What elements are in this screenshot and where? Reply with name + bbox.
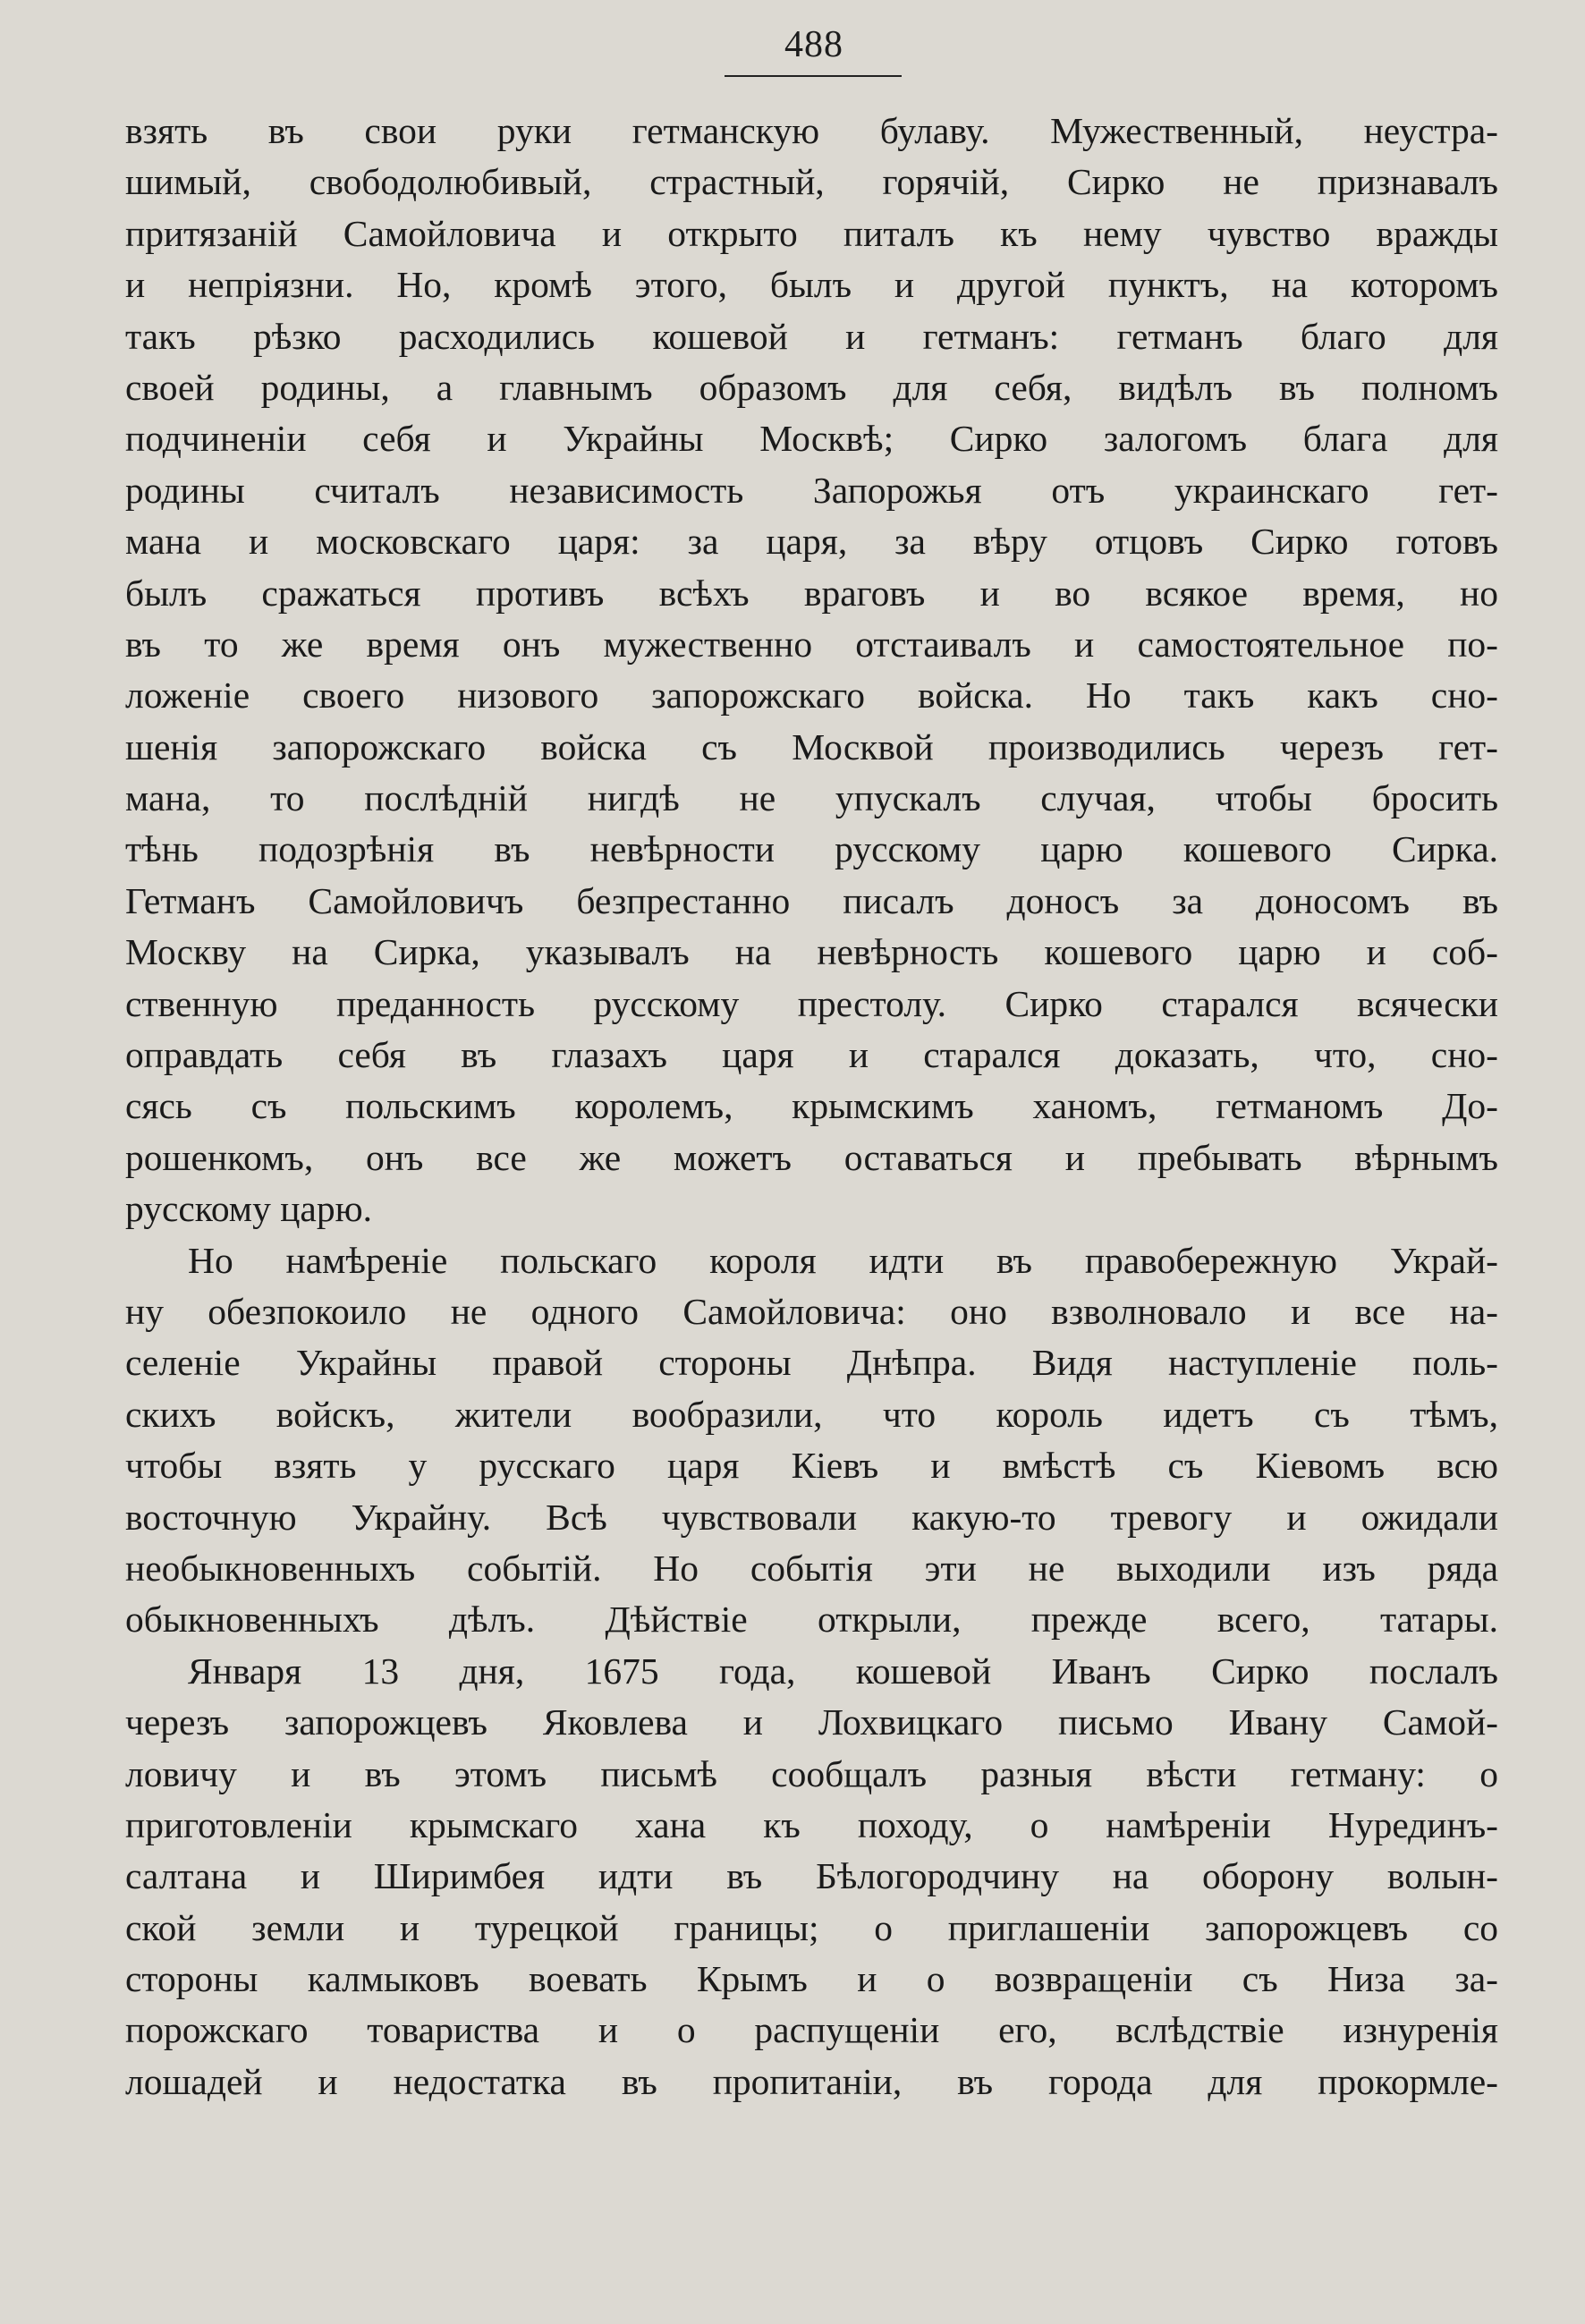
text-line: родины считалъ независимость Запорожья отъ украинскаго гет-: [125, 469, 1498, 511]
text-line: подчиненіи себя и Украйны Москвѣ; Сирко залогомъ блага для: [125, 418, 1498, 460]
text-line: скихъ войскъ, жители вообразили, что король идетъ съ тѣмъ,: [125, 1393, 1498, 1435]
text-line: тѣнь подозрѣнія въ невѣрности русскому царю кошевого Сирка.: [125, 828, 1498, 870]
text-line: былъ сражаться противъ всѣхъ враговъ и во всякое время, но: [125, 572, 1498, 614]
text-line: Января 13 дня, 1675 года, кошевой Иванъ Сирко послалъ: [188, 1650, 1498, 1692]
text-line: мана, то послѣдній нигдѣ не упускалъ случая, чтобы бросить: [125, 777, 1498, 819]
text-line: и непріязни. Но, кромѣ этого, былъ и другой пунктъ, на которомъ: [125, 264, 1498, 306]
text-line: взять въ свои руки гетманскую булаву. Мужественный, неустра-: [125, 110, 1498, 151]
text-line: притязаній Самойловича и открыто питалъ къ нему чувство вражды: [125, 212, 1498, 254]
page-number: 488: [784, 24, 843, 65]
text-line: обыкновенныхъ дѣлъ. Дѣйствіе открыли, прежде всего, татары.: [125, 1599, 1498, 1641]
text-line: Но намѣреніе польскаго короля идти въ правобережную Украй-: [188, 1239, 1498, 1281]
text-line: рошенкомъ, онъ все же можетъ оставаться и пребывать вѣрнымъ: [125, 1136, 1498, 1178]
text-line: сясь съ польскимъ королемъ, крымскимъ ханомъ, гетманомъ До-: [125, 1085, 1498, 1127]
text-line: черезъ запорожцевъ Яковлева и Лохвицкаго письмо Ивану Самой-: [125, 1701, 1498, 1743]
text-line: ственную преданность русскому престолу. Сирко старался всячески: [125, 982, 1498, 1024]
text-line: ловичу и въ этомъ письмѣ сообщалъ разныя вѣсти гетману: о: [125, 1752, 1498, 1794]
text-line: оправдать себя въ глазахъ царя и старался доказать, что, сно-: [125, 1034, 1498, 1076]
text-line: Москву на Сирка, указывалъ на невѣрность кошевого царю и соб-: [125, 931, 1498, 973]
page-number-rule: [725, 75, 902, 77]
text-line: стороны калмыковъ воевать Крымъ и о возвращеніи съ Низа за-: [125, 1958, 1498, 2000]
text-line: лошадей и недостатка въ пропитаніи, въ города для прокормле-: [125, 2060, 1498, 2102]
text-line: Гетманъ Самойловичъ безпрестанно писалъ доносъ за доносомъ въ: [125, 879, 1498, 921]
text-line: восточную Украйну. Всѣ чувствовали какую-то тревогу и ожидали: [125, 1496, 1498, 1538]
text-line: порожскаго товариства и о распущеніи его, вслѣдствіе изнуренія: [125, 2009, 1498, 2051]
text-line: селеніе Украйны правой стороны Днѣпра. Видя наступленіе поль-: [125, 1342, 1498, 1384]
text-line: въ то же время онъ мужественно отстаивалъ и самостоятельное по-: [125, 623, 1498, 665]
text-line: ложеніе своего низового запорожскаго войска. Но такъ какъ сно-: [125, 674, 1498, 717]
text-line: такъ рѣзко расходились кошевой и гетманъ: гетманъ благо для: [125, 315, 1498, 357]
text-line: ской земли и турецкой границы; о приглашеніи запорожцевъ со: [125, 1906, 1498, 1948]
text-line: русскому царю.: [125, 1188, 372, 1230]
text-line: необыкновенныхъ событій. Но событія эти не выходили изъ ряда: [125, 1547, 1498, 1589]
text-line: салтана и Ширимбея идти въ Бѣлогородчину на оборону волын-: [125, 1855, 1498, 1897]
text-line: своей родины, а главнымъ образомъ для себя, видѣлъ въ полномъ: [125, 366, 1498, 408]
text-line: мана и московскаго царя: за царя, за вѣру отцовъ Сирко готовъ: [125, 521, 1498, 563]
text-line: шимый, свободолюбивый, страстный, горячій, Сирко не признавалъ: [125, 161, 1498, 203]
text-line: шенія запорожскаго войска съ Москвой производились черезъ гет-: [125, 725, 1498, 768]
text-line: чтобы взять у русскаго царя Кіевъ и вмѣстѣ съ Кіевомъ всю: [125, 1445, 1498, 1487]
text-line: приготовленіи крымскаго хана къ походу, о намѣреніи Нурединъ-: [125, 1803, 1498, 1845]
text-line: ну обезпокоило не одного Самойловича: оно взволновало и все на-: [125, 1290, 1498, 1332]
body-text: [125, 106, 1498, 2108]
